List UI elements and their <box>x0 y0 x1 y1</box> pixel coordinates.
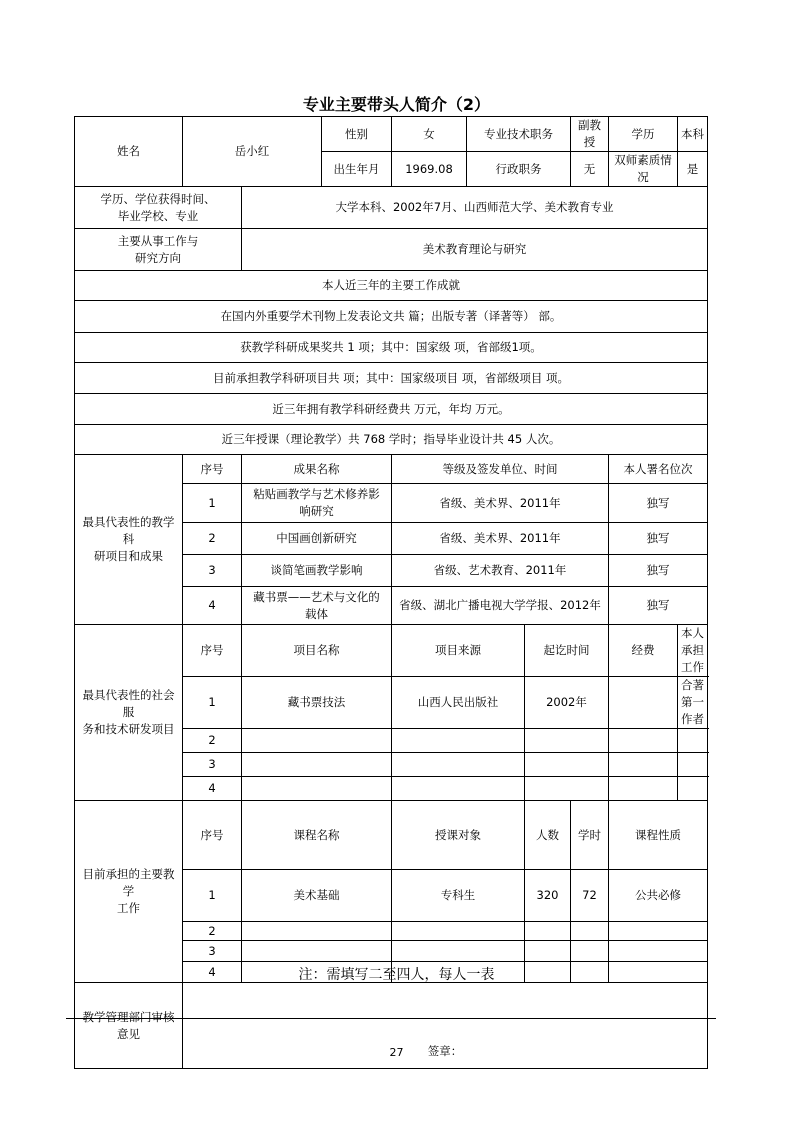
achievement-name-line1: 粘贴画教学与艺术修养影 <box>253 487 380 501</box>
research-header-row <box>75 455 708 484</box>
row-number: 1 <box>183 677 242 729</box>
achievement-name-line2: 响研究 <box>299 504 334 518</box>
service-header-row <box>75 625 708 677</box>
achievement-name-line1: 中国画创新研究 <box>276 531 357 545</box>
achievement-name-line1: 藏书票——艺术与文化的 <box>253 589 380 604</box>
project-period: 2002年 <box>525 677 609 729</box>
row-number: 4 <box>183 777 242 801</box>
title-value: 副教授 <box>571 117 609 152</box>
project-fund <box>609 777 678 801</box>
course-hours <box>571 941 609 962</box>
service-label-line1: 最具代表性的社会服 <box>82 688 175 719</box>
birth-value: 1969.08 <box>392 152 467 187</box>
course-target: 专科生 <box>392 870 525 922</box>
row-number: 4 <box>183 962 242 983</box>
project-role <box>678 729 708 753</box>
table-header-cell: 授课对象 <box>392 801 525 870</box>
work-row <box>75 229 708 271</box>
table-header-cell: 项目来源 <box>392 625 525 677</box>
project-source <box>392 753 525 777</box>
row-number: 1 <box>183 870 242 922</box>
achievement-level: 省级、湖北广播电视大学学报、2012年 <box>392 587 609 625</box>
row-number: 4 <box>183 587 242 625</box>
row-number: 3 <box>183 555 242 587</box>
achievement-name-line2: 载体 <box>305 606 328 621</box>
project-fund <box>609 729 678 753</box>
teaching-label-line1: 目前承担的主要教学 <box>82 867 175 898</box>
gender-label: 性别 <box>322 117 392 152</box>
table-header-cell: 序号 <box>183 455 242 484</box>
degree-label-line2: 毕业学校、专业 <box>117 208 199 223</box>
project-role: 合著第一作者 <box>678 677 708 729</box>
signature-field: 签章： <box>183 983 708 1069</box>
table-header-cell: 序号 <box>183 625 242 677</box>
row-number: 1 <box>183 484 242 523</box>
course-hours: 72 <box>571 870 609 922</box>
table-header-cell: 序号 <box>183 801 242 870</box>
achievement-name <box>242 484 392 523</box>
dual-value: 是 <box>678 152 708 187</box>
gender-value: 女 <box>392 117 467 152</box>
service-label-line2: 务和技术研发项目 <box>82 722 175 736</box>
title-label: 专业技术职务 <box>467 117 571 152</box>
research-label <box>75 455 183 625</box>
table-header-cell: 起讫时间 <box>525 625 609 677</box>
achievements-header: 本人近三年的主要工作成就 <box>75 271 708 301</box>
author-rank: 独写 <box>609 523 708 555</box>
footer-divider <box>66 1018 716 1019</box>
table-header-cell: 本人署名位次 <box>609 455 708 484</box>
table-header-cell: 等级及签发单位、时间 <box>392 455 609 484</box>
achievement-level: 省级、美术界、2011年 <box>392 523 609 555</box>
course-count <box>525 941 571 962</box>
project-source <box>392 729 525 753</box>
achievement-level: 省级、美术界、2011年 <box>392 484 609 523</box>
project-role <box>678 777 708 801</box>
review-label: 教学管理部门审核意见 <box>75 983 183 1069</box>
name-value: 岳小红 <box>183 117 322 187</box>
course-hours <box>571 922 609 941</box>
work-value: 美术教育理论与研究 <box>242 229 708 271</box>
author-rank: 独写 <box>609 484 708 523</box>
work-label <box>75 229 242 271</box>
row-number: 3 <box>183 941 242 962</box>
course-name <box>242 922 392 941</box>
name-label: 姓名 <box>75 117 183 187</box>
admin-label: 行政职务 <box>467 152 571 187</box>
author-rank: 独写 <box>609 555 708 587</box>
project-name <box>242 777 392 801</box>
project-fund <box>609 753 678 777</box>
work-label-line2: 研究方向 <box>135 250 181 265</box>
row-number: 2 <box>183 729 242 753</box>
admin-value: 无 <box>571 152 609 187</box>
birth-label: 出生年月 <box>322 152 392 187</box>
achievement-name <box>242 523 392 555</box>
dual-label: 双师素质情况 <box>609 152 678 187</box>
research-label-line2: 研项目和成果 <box>94 549 163 563</box>
project-source: 山西人民出版社 <box>392 677 525 729</box>
table-header-cell: 课程名称 <box>242 801 392 870</box>
project-source <box>392 777 525 801</box>
edu-value: 本科 <box>678 117 708 152</box>
course-target <box>392 941 525 962</box>
achievement-line-1: 在国内外重要学术刊物上发表论文共 篇；出版专著（译著等） 部。 <box>75 301 708 333</box>
table-header-cell: 经费 <box>609 625 678 677</box>
degree-label-line1: 学历、学位获得时间、 <box>100 191 216 206</box>
achievement-line-4: 近三年拥有教学科研经费共 万元，年均 万元。 <box>75 394 708 425</box>
project-period <box>525 729 609 753</box>
project-period <box>525 753 609 777</box>
degree-label <box>75 187 242 229</box>
course-nature <box>609 941 708 962</box>
table-header-cell: 成果名称 <box>242 455 392 484</box>
table-header-cell: 项目名称 <box>242 625 392 677</box>
achievement-level: 省级、艺术教育、2011年 <box>392 555 609 587</box>
work-label-line1: 主要从事工作与 <box>117 233 199 248</box>
achievement-line-3: 目前承担教学科研项目共 项；其中：国家级项目 项，省部级项目 项。 <box>75 363 708 394</box>
table-header-cell: 人数 <box>525 801 571 870</box>
course-name: 美术基础 <box>242 870 392 922</box>
achievement-name-line1: 谈简笔画教学影响 <box>270 563 363 577</box>
row-number: 2 <box>183 922 242 941</box>
achievement-line-2: 获教学科研成果奖共 1 项；其中：国家级 项，省部级1项。 <box>75 333 708 363</box>
research-label-line1: 最具代表性的教学科 <box>82 515 175 546</box>
degree-row <box>75 187 708 229</box>
profile-table <box>74 116 708 1069</box>
project-name <box>242 729 392 753</box>
project-name: 藏书票技法 <box>242 677 392 729</box>
course-nature: 公共必修 <box>609 870 708 922</box>
project-period <box>525 777 609 801</box>
author-rank: 独写 <box>609 587 708 625</box>
achievement-line-5: 近三年授课（理论教学）共 768 学时；指导毕业设计共 45 人次。 <box>75 425 708 455</box>
edu-label: 学历 <box>609 117 678 152</box>
project-fund <box>609 677 678 729</box>
teaching-label-line2: 工作 <box>117 901 140 915</box>
teaching-label <box>75 801 183 983</box>
course-count: 320 <box>525 870 571 922</box>
achievement-name <box>242 587 392 625</box>
project-name <box>242 753 392 777</box>
row-number: 2 <box>183 523 242 555</box>
page-title: 专业主要带头人简介（2） <box>302 95 491 114</box>
row-number: 3 <box>183 753 242 777</box>
footnote: 注：需填写二至四人，每人一表 <box>298 967 495 983</box>
achievement-name <box>242 555 392 587</box>
course-nature <box>609 922 708 941</box>
basic-row-1 <box>75 117 708 152</box>
teaching-header-row <box>75 801 708 870</box>
table-header-cell: 课程性质 <box>609 801 708 870</box>
project-role <box>678 753 708 777</box>
page-number: 27 <box>389 1046 404 1059</box>
degree-value: 大学本科、2002年7月、山西师范大学、美术教育专业 <box>242 187 708 229</box>
course-count <box>525 922 571 941</box>
service-label <box>75 625 183 801</box>
table-header-cell: 学时 <box>571 801 609 870</box>
course-target <box>392 922 525 941</box>
course-name <box>242 941 392 962</box>
table-header-cell: 本人承担工作 <box>678 625 708 677</box>
